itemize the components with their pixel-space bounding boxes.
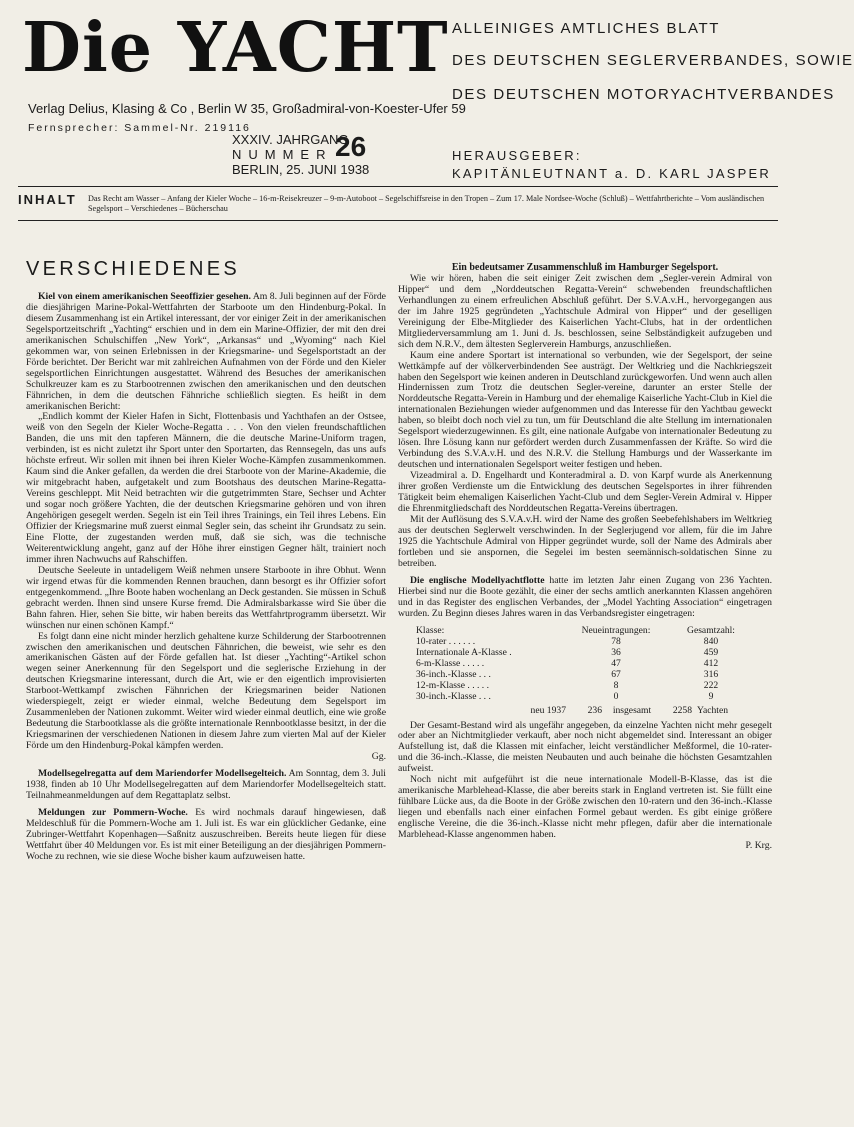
table-total-label: neu 1937 — [530, 704, 566, 716]
table-row — [416, 658, 772, 669]
english-signature: P. Krg. — [745, 839, 772, 851]
table-header-klasse: Klasse: — [416, 624, 445, 636]
table-row — [416, 669, 772, 680]
table-cell-klasse: Internationale A-Klasse . — [416, 646, 512, 658]
mariendorf-text: Am Sonntag, dem 3. Juli 1938, finden ab 10 Uhr Modellsegelregatten auf dem Mariendorfer Modellsegelteich statt. Teilnahmeanmeldungen auf dem Regattaplatz selbst. — [26, 767, 386, 801]
kiel-paragraph-1: Am 8. Juli beginnen auf der Förde die diesjährigen Marine-Pokal-Wettfahrten der Starboote um den Hindenburg-Pokal. In diesem Zusammenhang ist ein Artikel interessant, der vor einiger Zeit in der amerikanischen Segelsportzeitschrift „Yachting“ erschien und in dem ein Marine-Offizier, der mit den drei amerikanischen Schulschiffen „New York“, „Arkansas“ und „Wyoming“ nach Kiel gekommen war, von seinen Erlebnissen in der Kriegsmarine- und Segelsportstadt an der Förde berichtet. Der Bericht war mit zahlreichen Aufnahmen von der Förde und den Kieler segelsportlichen Einrichtungen ausgestattet. Während des Besuches der amerikanischen Schulkreuzer kam es zu Starbootrennen zwischen den amerikanischen und den deutschen Fähnrichen, in dem die deutschen Fähnriche schließlich siegten. Es heißt in dem amerikanischen Bericht: — [26, 291, 386, 412]
section-title: VERSCHIEDENES — [26, 258, 241, 280]
table-cell-klasse: 30-inch.-Klasse . . . — [416, 690, 491, 702]
table-cell-gesamt: 840 — [703, 635, 719, 647]
table-cell-gesamt: 222 — [703, 679, 719, 691]
editor-name: KAPITÄNLEUTNANT a. D. KARL JASPER — [452, 166, 771, 181]
table-row — [416, 636, 772, 647]
table-total-mid: insgesamt — [612, 704, 652, 716]
kiel-article — [26, 292, 386, 412]
pommern-article — [26, 808, 386, 863]
table-cell-klasse: 6-m-Klasse . . . . . — [416, 657, 485, 669]
table-cell-neu: 67 — [611, 668, 621, 680]
mariendorf-heading: Modellsegelregatta auf dem Mariendorfer Modellsegelteich. — [38, 767, 287, 779]
hamburg-paragraph-1: Wie wir hören, haben die seit einiger Zeit zwischen dem „Segler-verein Admiral von Hipper“ und dem „Norddeutschen Regatta-Verein“ schwebenden freundschaftlichen Verhandlungen zu einem erfreulichen Abschluß geführt. Der S.V.A.v.H., hervorgegangen aus der im Jahre 1925 gegründeten „Yachtschule Admiral von Hipper“ und der geselligen Vereinigung der Elbe-Mitglieder des Kaiserlichen Yacht-Clubs, hat in der ordentlichen Mitgliederversammlung am 1. Juni d. Js. beschlossen, seine Selbständigkeit aufzugeben und sich dem N.R.V., dem ältesten Seglerverein Hamburgs, anzuschließen. — [398, 272, 772, 350]
pommern-heading: Meldungen zur Pommern-Woche. — [38, 806, 188, 818]
right-column — [398, 263, 772, 852]
table-header-row — [416, 625, 772, 636]
tagline-line-2: DES DEUTSCHEN SEGLERVERBANDES, SOWIE — [452, 52, 854, 69]
editor-label: HERAUSGEBER: — [452, 148, 582, 163]
issue-number: 26 — [335, 131, 367, 162]
contents-text: Das Recht am Wasser – Anfang der Kieler Woche – 16-m-Reisekreuzer – 9-m-Autoboot – Segelschiffsreise in den Tropen – Zum 17. Male Nordsee-Woche (Schluß) – Wettfahrtberichte – Vom ausländischen Segelsport – Verschiedenes – Bücherschau — [88, 194, 765, 213]
table-row — [416, 680, 772, 691]
table-cell-gesamt: 9 — [708, 690, 714, 702]
table-cell-gesamt: 459 — [703, 646, 719, 658]
table-cell-neu: 8 — [613, 679, 619, 691]
header-rule-top — [18, 186, 778, 187]
contents-label: INHALT — [18, 192, 77, 207]
english-paragraph-3: Noch nicht mit aufgeführt ist die neue internationale Modell-B-Klasse, das ist die amerikanische Marblehead-Klasse, die aber bereits stark in England vertreten ist. Sie füllt eine fühlbare Lücke aus, da die Boote in der Größe zwischen den 10-ratern und den 36-inch.-Klasse liegen und ebenfalls nach einer einfachen Formel gebaut werden. Es gibt einige größere englische Vereine, die die 36-inch.-Klasse nicht mehr pflegen, dafür aber die internationale Marblehead-Klasse angenommen haben. — [398, 774, 772, 841]
table-body — [416, 636, 772, 702]
masthead-logo: Die YACHT — [22, 8, 449, 88]
table-cell-klasse: 10-rater . . . . . . — [416, 635, 476, 647]
english-article — [398, 576, 772, 620]
kiel-signature: Gg. — [371, 751, 386, 763]
table-cell-neu: 78 — [611, 635, 621, 647]
kiel-heading: Kiel von einem amerikanischen Seeoffizier gesehen. — [38, 291, 251, 302]
table-cell-neu: 47 — [611, 657, 621, 669]
table-total-gesamt: 2258 — [672, 704, 692, 716]
hamburg-paragraph-3: Vizeadmiral a. D. Engelhardt und Konteradmiral a. D. von Karpf wurde als Anerkennung ihrer großen Verdienste um die Entwicklung des deutschen Segelsportes in ihrer führenden Tätigkeit beim ehemaligen Kaiserlichen Yacht-Club und dem Segler-Verein Admiral v. Hipper die Ehrenmitgliedschaft des Norddeutschen Regatta-Vereins übertragen. — [398, 470, 772, 514]
table-row — [416, 647, 772, 658]
table-cell-klasse: 36-inch.-Klasse . . . — [416, 668, 491, 680]
tagline-line-3: DES DEUTSCHEN MOTORYACHTVERBANDES — [452, 86, 835, 103]
number-label: NUMMER — [232, 147, 333, 162]
phone-number: Fernsprecher: Sammel-Nr. 219116 — [28, 122, 251, 134]
kiel-paragraph-2: „Endlich kommt der Kieler Hafen in Sicht, Flottenbasis und Yachthafen an der Ostsee, weiß von den Segeln der Kieler Woche-Regatta . . . Von den vielen freundschaftlichen Banden, die uns mit den tapferen Männern, die die deutsche Marine-Uniform tragen, verbinden, ist es nicht zuletzt ihr Sport unter den Sportarten, das Rennsegeln, das uns aufs höchste erfreut. Wir sollen mit ihnen bei ihren Kieler Woche-Kämpfen zusammenkommen. Kaum sind die Anker gefallen, da werden die drei Starboote von der Marine-Akademie, die wir mitgebracht haben, aufgetakelt und zum Bootshaus des deutschen Marine-Regatta-Vereins geschleppt. Mit Neid betrachten wir die gutgetrimmten Stare, Sechser und Achter und sogar noch größere Yachten, die der deutschen Kriegsmarine gehören und von ihren Angehörigen gesegelt werden. Segeln ist ein Teil ihres Trainings, ein Teil ihres Lebens. Ein Offizier der Kriegsmarine muß zuerst einmal Segler sein, das scheint ihr Grundsatz zu sein. Eine Flotte, der zugestanden werden muß, daß sie sich, was die technische Weiterentwicklung angeht, ganz auf der Höhe ihrer einstigen Gegner hält, trainiert noch immer ihren Nachwuchs auf Rahschiffen. — [26, 411, 386, 565]
table-header-gesamt: Gesamtzahl: — [687, 624, 735, 636]
fleet-table — [416, 625, 772, 716]
kiel-paragraph-4: Es folgt dann eine nicht minder herzlich gehaltene kurze Schilderung der Starbootrennen zwischen den amerikanischen und deutschen Fähnrichen, die beweist, wie sehr es den amerikanischen Gästen auf der Förde gefallen hat. Ist dieser „Yachting“-Artikel schon wegen seiner Anerkennung für den Segelsport und die seglerische Erziehung in der deutschen Kriegsmarine interessant, durch die Art, wie er den eigentlich improvisierten Starboot-Wettkampf zwischen Fähnrichen der Kriegsmarinen beider Nationen wiederspiegelt, zeigt er wieder einmal, welche Bedeutung dem Segelsport im Zusammenleben der Nationen zukommt. Weiter wird wieder einmal deutlich, eine wie große Bedeutung die Starbootklasse als die größte internationale Rennbootklasse besitzt, in der die Kriegsmarinen der verschiedenen Nationen in diesem Jahre zum vierten Mal auf der Kieler Förde um den Hindenburg-Pokal kämpfen werden. — [26, 630, 386, 752]
table-cell-neu: 0 — [613, 690, 619, 702]
table-cell-klasse: 12-m-Klasse . . . . . — [416, 679, 490, 691]
english-text: hatte im letzten Jahr einen Zugang von 236 Yachten. Hierbei sind nur die Boote gezählt, die einer der sechs amtlich anerkannten Klassen angehören und in das Register des englischen Verbandes, der „Model Yachting Association“ eingetragen wurden. Zu Beginn dieses Jahres waren in das Verbandsregister eingetragen: — [398, 574, 773, 619]
english-heading: Die englische Modellyachtflotte — [410, 574, 545, 586]
hamburg-paragraph-2: Kaum eine andere Sportart ist international so verbunden, wie der Segelsport, der seine Wettkämpfe auf der völkerverbindenden See austrägt. Der Weltkrieg und die Nachkriegszeit haben den Segelsport wie keinen anderen in Deutschland zurückgeworfen. Und wenn auch allen Hindernissen zum Trotz die deutschen Segler-vereine, darunter an erster Stelle der Norddeutsche Regatta-Verein in Hamburg und der ehemalige Kaiserliche Yacht-Club in Kiel die internationalen Beziehungen wieder aufgenommen und das Interesse für den Yachtbau geweckt haben, so bleibt doch noch viel zu tun, um für Deutschland die alte Stellung im internationalen Segelsport wiederzugewinnen. Es gilt, eine nationale Aufgabe von internationaler Bedeutung zu lösen. Ihre Lösung kann nur gefördert werden durch Zusammenfassen der Kräfte. So wird die Verbindung des S.V.A.v.H. und des N.R.V. die Stellung Hamburgs und der Wasserkante im deutschen und internationalen Segelsport weiter festigen und heben. — [398, 349, 772, 471]
table-total-neu: 236 — [587, 704, 602, 716]
issue-date: BERLIN, 25. JUNI 1938 — [232, 162, 370, 177]
table-cell-gesamt: 316 — [703, 668, 719, 680]
publisher-address: Verlag Delius, Klasing & Co , Berlin W 35, Großadmiral-von-Koester-Ufer 59 — [28, 101, 466, 116]
left-column — [26, 292, 386, 863]
table-header-neu: Neueintragungen: — [581, 624, 651, 636]
table-cell-neu: 36 — [611, 646, 621, 658]
hamburg-heading: Ein bedeutsamer Zusammenschluß im Hamburger Segelsport. — [451, 262, 719, 273]
english-paragraph-2: Der Gesamt-Bestand wird als ungefähr angegeben, da einzelne Yachten nicht mehr gesegelt oder aber an Nichtmitglieder verkauft, aber noch nicht abgemeldet sind. Interessant an obiger Aufstellung ist, daß die Klassen mit einfacher, leicht verständlicher Meßformel, die 10-rater- und die 36-inch.-Klasse, die meisten Neubauten und auch beinahe die höchsten Gesamtzahlen aufweist. — [398, 719, 772, 775]
table-total-row — [416, 705, 772, 716]
mariendorf-article — [26, 769, 386, 802]
kiel-paragraph-3: Deutsche Seeleute in untadeligem Weiß nehmen unsere Starboote in ihre Obhut. Wenn wir irgend etwas für die kommenden Rennen brauchen, dann besorgt es ihr Offizier sofort entgegenkommend. „Ihre Boote haben wochenlang an Deck gestanden. Sie müssen in Schuß gebracht werden. Ihnen sind unsere Kurse fremd. Die Admiralsbarkasse wird Sie über die Bahn fahren. Hier, sehen Sie bitte, wir haben bereits das Wettfahrtprogramm übersetzt. Wir wünschen nur einen schönen Kampf.“ — [26, 564, 386, 631]
volume: XXXIV. JAHRGANG — [232, 132, 349, 147]
table-cell-gesamt: 412 — [703, 657, 719, 669]
tagline-line-1: ALLEINIGES AMTLICHES BLATT — [452, 20, 721, 37]
header-rule-bottom — [18, 220, 778, 221]
table-total-unit: Yachten — [697, 704, 729, 716]
hamburg-paragraph-4: Mit der Auflösung des S.V.A.v.H. wird der Name des großen Seebefehlshabers im Weltkrieg aus der deutschen Seglerwelt verschwinden. In der Seglerjugend vor allem, für die im Jahre 1925 die Yachtschule Admiral von Hipper gegründet wurde, soll der Name des Admirals aber fortleben und sie anspornen, die Segelei im besten seemännisch-soldatischen Sinne zu betreiben. — [398, 513, 772, 569]
pommern-text: Es wird nochmals darauf hingewiesen, daß Meldeschluß für die Pommern-Woche am 1. Juli ist. Es war ein glücklicher Gedanke, eine Zubringer-Wettfahrt Kopenhagen—Saßnitz auszuschreiben. Bereits heute liegen für diese Wettfahrt über 40 Meldungen vor. Es ist mit einer Beteiligung an der diesjährigen Pommern-Woche zu rechnen, wie sie diese Woche bisher kaum aufzuweisen hatte. — [26, 806, 387, 862]
table-row — [416, 691, 772, 702]
